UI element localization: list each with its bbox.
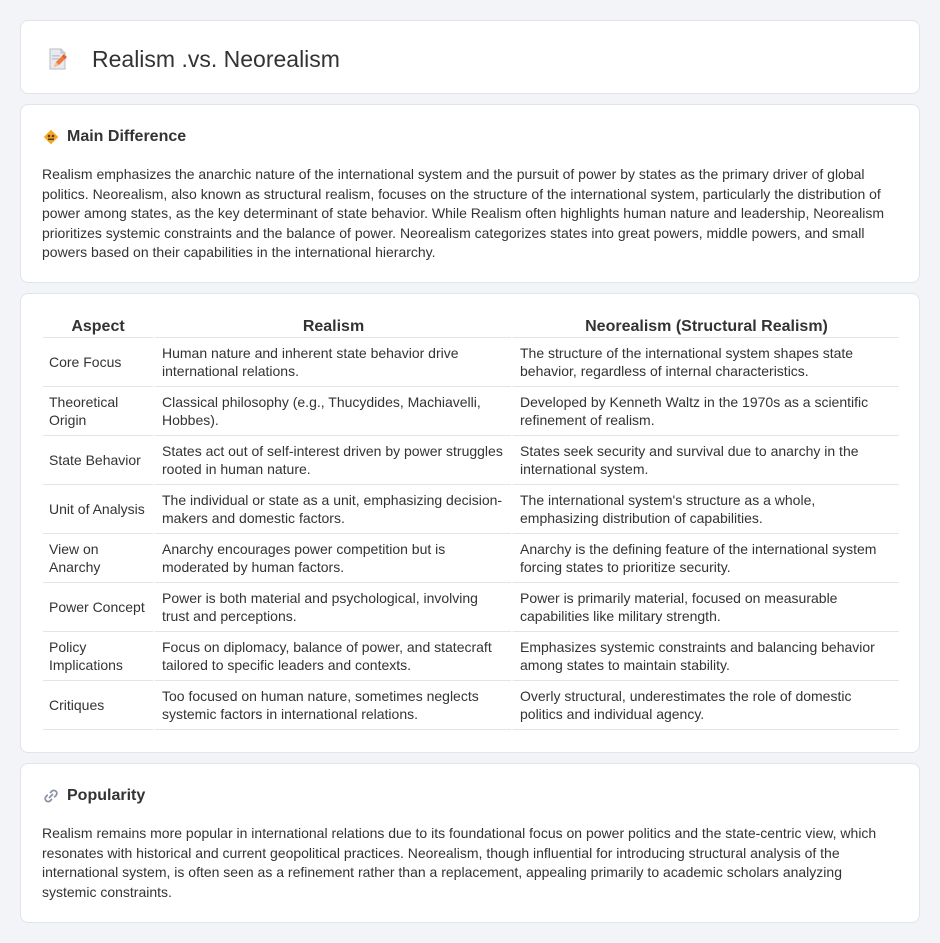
table-row (43, 681, 899, 730)
comparison-card (20, 293, 920, 753)
realism-cell: The individual or state as a unit, emphasizing decision-makers and domestic factors. (153, 485, 511, 534)
neorealism-cell: Overly structural, underestimates the role of domestic politics and individual agency. (511, 681, 899, 730)
realism-cell: States act out of self-interest driven by power struggles rooted in human nature. (153, 436, 511, 485)
table-row (43, 632, 899, 681)
aspect-cell: Unit of Analysis (43, 485, 153, 534)
header-aspect: Aspect (43, 316, 153, 338)
main-difference-text: Realism emphasizes the anarchic nature of the international system and the pursuit of power by states as the primary driver of global politics. Neorealism, also known as structural realism, focuses on the structure of the international system, particularly the distribution of power among states, as the key determinant of state behavior. While Realism often highlights human nature and leadership, Neorealism prioritizes systemic constraints and the balance of power. Neorealism categorizes states into great powers, middle powers, and small powers based on their capabilities in the international hierarchy. (42, 166, 885, 260)
table-row (43, 387, 899, 436)
link-icon (43, 788, 59, 804)
aspect-cell: Power Concept (43, 583, 153, 632)
neorealism-cell: The international system's structure as a whole, emphasizing distribution of capabilities. (511, 485, 899, 534)
table-row (43, 583, 899, 632)
realism-cell: Focus on diplomacy, balance of power, and statecraft tailored to specific leaders and contexts. (153, 632, 511, 681)
page-title: Realism .vs. Neorealism (92, 46, 340, 72)
diamond-sign-icon (43, 129, 59, 145)
main-difference-heading (43, 127, 186, 147)
realism-cell: Too focused on human nature, sometimes neglects systemic factors in international relations. (153, 681, 511, 730)
neorealism-cell: Power is primarily material, focused on measurable capabilities like military strength. (511, 583, 899, 632)
header-realism: Realism (153, 316, 511, 338)
aspect-cell: Core Focus (43, 338, 153, 387)
table-header-row (43, 316, 899, 338)
popularity-title: Popularity (67, 787, 146, 804)
table-row (43, 338, 899, 387)
neorealism-cell: Developed by Kenneth Waltz in the 1970s as a scientific refinement of realism. (511, 387, 899, 436)
realism-cell: Classical philosophy (e.g., Thucydides, Machiavelli, Hobbes). (153, 387, 511, 436)
header-neorealism: Neorealism (Structural Realism) (511, 316, 899, 338)
aspect-cell: View on Anarchy (43, 534, 153, 583)
comparison-table (43, 316, 899, 730)
popularity-heading (43, 786, 145, 806)
realism-cell: Anarchy encourages power competition but is moderated by human factors. (153, 534, 511, 583)
popularity-text: Realism remains more popular in international relations due to its foundational focus on power politics and the state-centric view, which resonates with historical and current geopolitical practices. Neorealism, though influential for introducing structural analysis of the international system, is often seen as a refinement rather than a replacement, appealing primarily to academic scholars analyzing systemic constraints. (42, 825, 877, 900)
aspect-cell: Theoretical Origin (43, 387, 153, 436)
realism-cell: Power is both material and psychological, involving trust and perceptions. (153, 583, 511, 632)
neorealism-cell: Emphasizes systemic constraints and balancing behavior among states to maintain stability. (511, 632, 899, 681)
main-difference-title: Main Difference (67, 128, 187, 145)
popularity-card (20, 763, 920, 923)
neorealism-cell: The structure of the international system shapes state behavior, regardless of internal characteristics. (511, 338, 899, 387)
aspect-cell: Policy Implications (43, 632, 153, 681)
aspect-cell: State Behavior (43, 436, 153, 485)
main-difference-card (20, 104, 920, 283)
neorealism-cell: Anarchy is the defining feature of the international system forcing states to prioritize security. (511, 534, 899, 583)
document-edit-icon (47, 47, 69, 71)
table-row (43, 534, 899, 583)
aspect-cell: Critiques (43, 681, 153, 730)
realism-cell: Human nature and inherent state behavior drive international relations. (153, 338, 511, 387)
table-row (43, 436, 899, 485)
table-row (43, 485, 899, 534)
header-card (20, 20, 920, 94)
neorealism-cell: States seek security and survival due to anarchy in the international system. (511, 436, 899, 485)
